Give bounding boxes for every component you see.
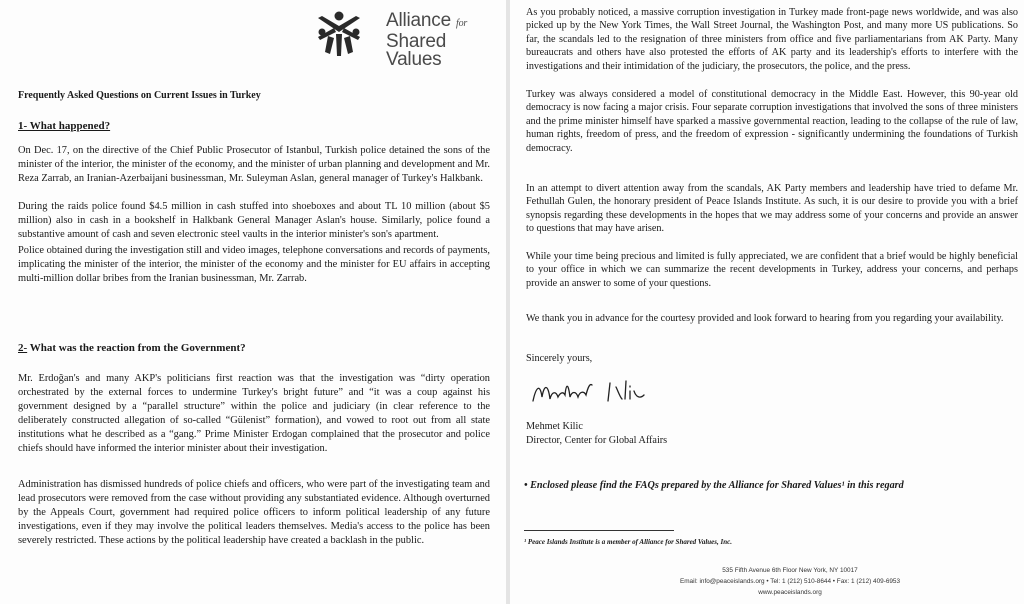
- footer-web: www.peaceislands.org: [758, 589, 822, 596]
- logo-line2: Shared Values: [386, 31, 447, 70]
- section-2-title: What was the reaction from the Government?: [27, 342, 246, 354]
- footer-address: 535 Fifth Avenue 6th Floor New York, NY 10017: [722, 567, 858, 574]
- section-1-number: 1- What happened?: [18, 120, 111, 132]
- logo-for: for: [456, 18, 468, 29]
- footnote-divider: [524, 530, 674, 531]
- letter-closing: Sincerely yours,: [526, 353, 593, 364]
- right-page: [510, 0, 1024, 604]
- section-1-heading: [18, 120, 110, 132]
- section-2-number: 2-: [18, 342, 28, 354]
- left-page: [0, 0, 506, 604]
- footnote: ¹ Peace Islands Institute is a member of Alliance for Shared Values, Inc.: [524, 538, 732, 546]
- section-2-paragraph-1: Mr. Erdoğan's and many AKP's politicians first reaction was that the investigation was “dirty operation orchestrated by the external forces to undermine Turkey's bright future” and “it was a coup against his government designed by a “parallel structure” within the police and judiciary (in clear reference to the deliberately constructed allegation of so-called “Gülenist” formation), and vowed to root out from all state institutions what he described as a “gang.” Prime Minister Erdogan complained that the prosecutor and police chiefs should have informed the interior minister about their investigation.: [18, 373, 490, 454]
- alliance-logo: [312, 8, 502, 70]
- section-2-paragraph-2: Administration has dismissed hundreds of police chiefs and officers, who were part of the investigating team and lead prosecutors were removed from the case without providing any substantiated evidence. Although overturned by the Appeals Court, government had required police officers to inform political leadership of any future investigations, even if they may involve the political leaders themselves. Media's access to the police has been severely restricted. These actions by the political leadership have created a backlash in the public.: [18, 479, 490, 546]
- section-1-paragraph-2: During the raids police found $4.5 million in cash stuffed into shoeboxes and about TL 10 million (about $5 million) also in cash in a bookshelf in Halkbank General Manager Aslan's house. Similarly, police found a substantive amount of cash and seven electronic steel vaults in the interior minister's son's apartment.: [18, 201, 490, 240]
- alliance-logo-text: [386, 12, 502, 69]
- logo-line1: Alliance: [386, 10, 451, 31]
- letter-paragraph-1: As you probably noticed, a massive corruption investigation in Turkey made front-page news worldwide, and was also picked up by the New York Times, the Wall Street Journal, the Washington Post, and many more US publications. So far, the scandals led to the resignation of three ministers from office and five parliamentarians from AK Party. Many bureaucrats and others have also protested the efforts of AK party and its leadership's efforts to interfere with the investigations and their intimidation of the judiciary, the prosecutors, the police, and the press.: [526, 7, 1018, 72]
- handwritten-signature: [530, 377, 660, 407]
- letter-paragraph-4: While your time being precious and limited is fully appreciated, we are confident that a brief would be highly beneficial to your office in which we can summarize the recent developments in Turkey, address your concerns, and perhaps provide an answer to some of your questions.: [526, 251, 1018, 289]
- letter-paragraph-3: In an attempt to divert attention away from the scandals, AK Party members and leadership have tried to defame Mr. Fethullah Gulen, the honorary president of Peace Islands Institute. As such, it is our desire to provide you with a brief synopsis regarding these developments in the hopes that we may address some of your concerns and provide an answer to questions that may have arisen.: [526, 183, 1018, 235]
- letter-paragraph-2: Turkey was always considered a model of constitutional democracy in the Middle East. However, this 90-year old democracy is now facing a major crisis. Four separate corruption investigations that involved the sons of three ministers and the prime minister himself have sparked a massive governmental reaction, leading to the collapse of the rule of law, human rights, freedom of press, and the freedom of expression - significantly undermining the foundations of Turkish democracy.: [526, 89, 1018, 154]
- section-2-heading: [18, 342, 246, 354]
- document-title: Frequently Asked Questions on Current Issues in Turkey: [18, 90, 261, 101]
- alliance-emblem-icon: [312, 10, 366, 60]
- signer-name: Mehmet Kilic: [526, 421, 583, 432]
- section-1-paragraph-3: Police obtained during the investigation still and video images, telephone conversations and records of payments, implicating the minister of the interior, the minister of the economy and the minister for EU affairs in accepting multi-million dollar bribes from the Iranian businessman, Mr. Zarrab.: [18, 245, 490, 284]
- signer-title: Director, Center for Global Affairs: [526, 435, 668, 446]
- letter-paragraph-5: We thank you in advance for the courtesy provided and look forward to hearing from you regarding your availability.: [526, 313, 1004, 324]
- enclosed-note: • Enclosed please find the FAQs prepared by the Alliance for Shared Values¹ in this regard: [524, 480, 904, 491]
- footer-contact: Email: info@peaceislands.org • Tel: 1 (212) 510-8644 • Fax: 1 (212) 409-6953: [679, 578, 901, 585]
- section-1-paragraph-1: On Dec. 17, on the directive of the Chief Public Prosecutor of Istanbul, Turkish police detained the sons of the minister of the interior, the minister of the economy, and the minister of urban planning and development and Mr. Reza Zarrab, an Iranian-Azerbaijani businessman, Mr. Suleyman Aslan, general manager of Turkey's Halkbank.: [18, 145, 490, 184]
